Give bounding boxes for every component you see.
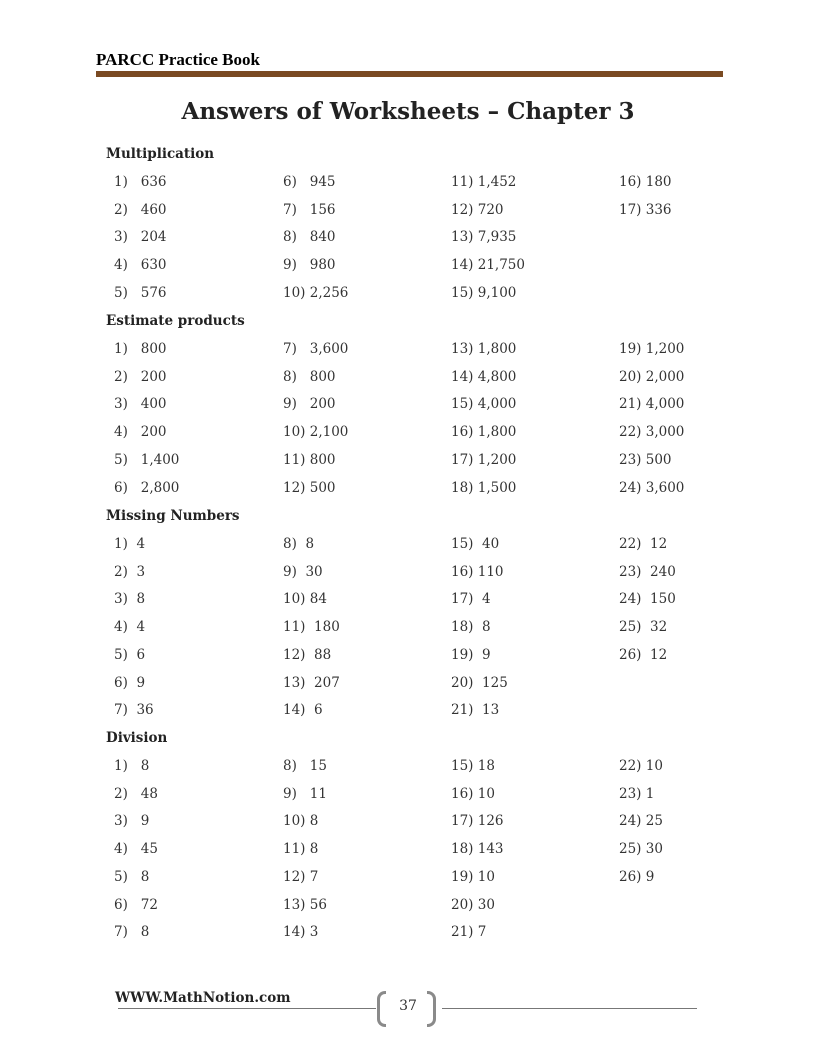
answer-item: 10) 8 xyxy=(283,813,319,830)
answer-item: 1) 8 xyxy=(114,758,150,774)
answer-item: 26) 9 xyxy=(619,868,655,885)
answer-item: 3) 9 xyxy=(114,813,150,830)
answer-item: 5) 8 xyxy=(114,868,150,885)
answer-item: 24) 3,600 xyxy=(619,479,685,496)
answer-item: 11) 8 xyxy=(283,841,319,858)
answer-item: 17) 4 xyxy=(451,591,491,608)
header-rule xyxy=(96,71,723,77)
footer-url: WWW.MathNotion.com xyxy=(115,990,291,1006)
answer-item: 8) 8 xyxy=(283,536,315,552)
answer-item: 16) 10 xyxy=(451,785,495,802)
answer-item: 22) 12 xyxy=(619,536,668,552)
answer-item: 25) 30 xyxy=(619,841,663,858)
footer-line-right xyxy=(442,1008,697,1009)
answer-item: 3) 204 xyxy=(114,229,167,246)
answer-item: 10) 2,256 xyxy=(283,284,349,301)
answer-item: 1) 4 xyxy=(114,536,146,552)
answer-item: 13) 207 xyxy=(283,674,340,691)
answer-item: 19) 1,200 xyxy=(619,341,685,357)
answer-item: 6) 72 xyxy=(114,896,158,913)
answer-item: 9) 200 xyxy=(283,396,336,413)
answer-item: 3) 400 xyxy=(114,396,167,413)
answer-item: 2) 200 xyxy=(114,368,167,385)
answer-item: 1) 800 xyxy=(114,341,167,357)
section-heading: Division xyxy=(106,730,168,746)
footer-line-left xyxy=(118,1008,376,1009)
answer-item: 13) 1,800 xyxy=(451,341,517,357)
answer-item: 4) 200 xyxy=(114,424,167,441)
answer-item: 9) 980 xyxy=(283,257,336,274)
answer-item: 13) 56 xyxy=(283,896,327,913)
answer-item: 8) 15 xyxy=(283,758,327,774)
answer-item: 11) 800 xyxy=(283,451,336,468)
answer-item: 24) 25 xyxy=(619,813,663,830)
answer-item: 18) 1,500 xyxy=(451,479,517,496)
answer-item: 5) 576 xyxy=(114,284,167,301)
answer-item: 19) 10 xyxy=(451,868,495,885)
answer-item: 3) 8 xyxy=(114,591,146,608)
answer-item: 20) 30 xyxy=(451,896,495,913)
page-number-bracket-right xyxy=(427,991,436,1027)
page-number-bracket-left xyxy=(377,991,386,1027)
answer-item: 15) 4,000 xyxy=(451,396,517,413)
answer-item: 21) 7 xyxy=(451,924,487,941)
book-title: PARCC Practice Book xyxy=(96,50,260,69)
answer-item: 8) 800 xyxy=(283,368,336,385)
answer-item: 7) 8 xyxy=(114,924,150,941)
answer-item: 17) 1,200 xyxy=(451,451,517,468)
answer-item: 23) 1 xyxy=(619,785,655,802)
page-number: 37 xyxy=(399,998,417,1014)
answer-item: 25) 32 xyxy=(619,619,668,636)
page-title: Answers of Worksheets – Chapter 3 xyxy=(181,98,635,125)
answer-item: 5) 6 xyxy=(114,646,146,663)
answer-item: 23) 500 xyxy=(619,451,672,468)
answer-item: 23) 240 xyxy=(619,563,676,580)
answer-item: 12) 720 xyxy=(451,201,504,218)
answer-item: 4) 45 xyxy=(114,841,158,858)
answer-item: 12) 500 xyxy=(283,479,336,496)
answer-item: 14) 4,800 xyxy=(451,368,517,385)
answer-item: 14) 3 xyxy=(283,924,319,941)
answer-item: 6) 9 xyxy=(114,674,146,691)
answer-item: 19) 9 xyxy=(451,646,491,663)
answer-item: 15) 18 xyxy=(451,758,495,774)
answer-item: 1) 636 xyxy=(114,174,167,190)
answer-item: 16) 110 xyxy=(451,563,504,580)
answer-item: 16) 1,800 xyxy=(451,424,517,441)
answer-item: 21) 4,000 xyxy=(619,396,685,413)
section-heading: Missing Numbers xyxy=(106,508,240,524)
answer-item: 9) 11 xyxy=(283,785,327,802)
answer-item: 4) 630 xyxy=(114,257,167,274)
answer-item: 8) 840 xyxy=(283,229,336,246)
answer-item: 10) 2,100 xyxy=(283,424,349,441)
answer-item: 21) 13 xyxy=(451,702,500,719)
answer-item: 4) 4 xyxy=(114,619,146,636)
answer-item: 17) 336 xyxy=(619,201,672,218)
answer-item: 7) 36 xyxy=(114,702,154,719)
answer-item: 18) 143 xyxy=(451,841,504,858)
answer-item: 6) 2,800 xyxy=(114,479,180,496)
answer-item: 12) 88 xyxy=(283,646,332,663)
answer-item: 22) 3,000 xyxy=(619,424,685,441)
answer-item: 2) 48 xyxy=(114,785,158,802)
answer-item: 26) 12 xyxy=(619,646,668,663)
answer-item: 24) 150 xyxy=(619,591,676,608)
answer-item: 14) 21,750 xyxy=(451,257,525,274)
answer-item: 2) 460 xyxy=(114,201,167,218)
section-heading: Multiplication xyxy=(106,146,215,162)
answer-item: 18) 8 xyxy=(451,619,491,636)
answer-item: 22) 10 xyxy=(619,758,663,774)
answer-item: 20) 125 xyxy=(451,674,508,691)
answer-item: 15) 9,100 xyxy=(451,284,517,301)
answer-item: 13) 7,935 xyxy=(451,229,517,246)
answer-item: 9) 30 xyxy=(283,563,323,580)
section-heading: Estimate products xyxy=(106,313,245,329)
answer-item: 11) 1,452 xyxy=(451,174,517,190)
answer-item: 5) 1,400 xyxy=(114,451,180,468)
answer-item: 7) 156 xyxy=(283,201,336,218)
answer-item: 20) 2,000 xyxy=(619,368,685,385)
answer-item: 14) 6 xyxy=(283,702,323,719)
answer-item: 7) 3,600 xyxy=(283,341,349,357)
answer-item: 16) 180 xyxy=(619,174,672,190)
answer-item: 6) 945 xyxy=(283,174,336,190)
answer-item: 10) 84 xyxy=(283,591,327,608)
answer-item: 12) 7 xyxy=(283,868,319,885)
answer-item: 2) 3 xyxy=(114,563,146,580)
answer-item: 11) 180 xyxy=(283,619,340,636)
answer-item: 15) 40 xyxy=(451,536,500,552)
answer-item: 17) 126 xyxy=(451,813,504,830)
